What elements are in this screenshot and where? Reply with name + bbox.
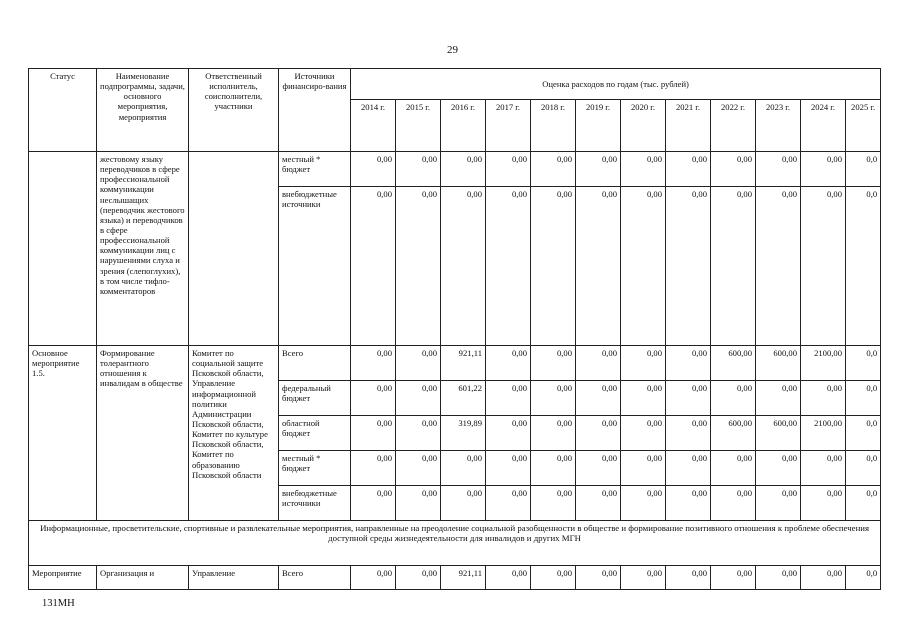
value-cell: 0,00 bbox=[621, 566, 666, 590]
value-cell: 0,00 bbox=[666, 416, 711, 451]
value-cell: 0,00 bbox=[576, 346, 621, 381]
executor-cell bbox=[189, 152, 279, 346]
value-cell: 0,00 bbox=[486, 451, 531, 486]
value-cell: 0,0 bbox=[846, 416, 881, 451]
value-cell: 0,00 bbox=[756, 486, 801, 521]
value-cell: 0,0 bbox=[846, 346, 881, 381]
year-header: 2018 г. bbox=[531, 100, 576, 152]
table-row bbox=[29, 152, 881, 187]
source-cell: Всего bbox=[279, 566, 351, 590]
value-cell: 0,00 bbox=[801, 451, 846, 486]
value-cell: 0,00 bbox=[576, 152, 621, 187]
value-cell: 0,00 bbox=[486, 152, 531, 187]
value-cell: 0,00 bbox=[531, 152, 576, 187]
section-title: Информационные, просветительские, спортивные и развлекательные мероприятия, направленные на преодоление социальной разобщенности в обществе и формирование позитивного отношения к проблеме обеспечения доступной среды жизнедеятельности для инвалидов и других МГН bbox=[29, 521, 881, 566]
value-cell: 0,00 bbox=[441, 152, 486, 187]
value-cell: 601,22 bbox=[441, 381, 486, 416]
value-cell: 0,00 bbox=[666, 566, 711, 590]
executor-cell: Управление bbox=[189, 566, 279, 590]
value-cell: 0,00 bbox=[621, 416, 666, 451]
value-cell: 0,00 bbox=[486, 381, 531, 416]
header-status: Статус bbox=[29, 69, 97, 152]
value-cell: 2100,00 bbox=[801, 346, 846, 381]
value-cell: 0,00 bbox=[441, 187, 486, 346]
table-header-row bbox=[29, 69, 881, 100]
value-cell: 600,00 bbox=[756, 346, 801, 381]
value-cell: 0,00 bbox=[396, 451, 441, 486]
year-header: 2022 г. bbox=[711, 100, 756, 152]
value-cell: 0,00 bbox=[711, 187, 756, 346]
value-cell: 0,00 bbox=[666, 381, 711, 416]
value-cell: 0,00 bbox=[531, 416, 576, 451]
value-cell: 0,00 bbox=[396, 566, 441, 590]
value-cell: 0,00 bbox=[531, 346, 576, 381]
value-cell: 0,00 bbox=[711, 566, 756, 590]
value-cell: 0,0 bbox=[846, 566, 881, 590]
value-cell: 0,00 bbox=[396, 381, 441, 416]
page-number: 29 bbox=[447, 44, 458, 56]
table-row bbox=[29, 346, 881, 381]
value-cell: 0,00 bbox=[396, 486, 441, 521]
source-cell: федеральный бюджет bbox=[279, 381, 351, 416]
value-cell: 600,00 bbox=[711, 346, 756, 381]
value-cell: 0,00 bbox=[351, 381, 396, 416]
value-cell: 0,00 bbox=[666, 451, 711, 486]
year-header: 2017 г. bbox=[486, 100, 531, 152]
value-cell: 0,0 bbox=[846, 486, 881, 521]
status-cell: Мероприятие bbox=[29, 566, 97, 590]
header-executor: Ответственный исполнитель, соисполнители, участники bbox=[189, 69, 279, 152]
value-cell: 0,00 bbox=[621, 187, 666, 346]
value-cell: 0,00 bbox=[396, 187, 441, 346]
status-cell: Основное мероприятие 1.5. bbox=[29, 346, 97, 521]
value-cell: 0,00 bbox=[351, 187, 396, 346]
value-cell: 0,00 bbox=[756, 451, 801, 486]
value-cell: 0,0 bbox=[846, 451, 881, 486]
value-cell: 0,00 bbox=[756, 381, 801, 416]
value-cell: 0,00 bbox=[621, 152, 666, 187]
value-cell: 0,00 bbox=[801, 486, 846, 521]
value-cell: 0,00 bbox=[666, 187, 711, 346]
value-cell: 319,89 bbox=[441, 416, 486, 451]
header-estimate: Оценка расходов по годам (тыс. рублей) bbox=[351, 69, 881, 100]
value-cell: 0,00 bbox=[711, 486, 756, 521]
value-cell: 0,00 bbox=[351, 416, 396, 451]
expenses-table bbox=[28, 68, 881, 590]
value-cell: 0,00 bbox=[396, 346, 441, 381]
year-header: 2021 г. bbox=[666, 100, 711, 152]
source-cell: местный * бюджет bbox=[279, 451, 351, 486]
value-cell: 0,00 bbox=[576, 566, 621, 590]
year-header: 2020 г. bbox=[621, 100, 666, 152]
value-cell: 0,00 bbox=[531, 486, 576, 521]
value-cell: 0,00 bbox=[621, 346, 666, 381]
value-cell: 0,00 bbox=[486, 566, 531, 590]
source-cell: Всего bbox=[279, 346, 351, 381]
value-cell: 0,00 bbox=[351, 152, 396, 187]
value-cell: 0,00 bbox=[531, 566, 576, 590]
year-header: 2014 г. bbox=[351, 100, 396, 152]
value-cell: 0,00 bbox=[351, 486, 396, 521]
name-cell: Организация и bbox=[97, 566, 189, 590]
value-cell: 0,00 bbox=[801, 381, 846, 416]
value-cell: 0,00 bbox=[396, 152, 441, 187]
value-cell: 0,00 bbox=[531, 187, 576, 346]
value-cell: 0,00 bbox=[441, 451, 486, 486]
year-header: 2023 г. bbox=[756, 100, 801, 152]
value-cell: 0,0 bbox=[846, 381, 881, 416]
value-cell: 0,00 bbox=[621, 381, 666, 416]
source-cell: внебюджетные источники bbox=[279, 486, 351, 521]
value-cell: 0,00 bbox=[576, 381, 621, 416]
value-cell: 0,00 bbox=[756, 152, 801, 187]
year-header: 2019 г. bbox=[576, 100, 621, 152]
value-cell: 0,00 bbox=[351, 346, 396, 381]
value-cell: 0,00 bbox=[576, 451, 621, 486]
value-cell: 0,00 bbox=[486, 416, 531, 451]
value-cell: 0,0 bbox=[846, 152, 881, 187]
value-cell: 0,00 bbox=[351, 451, 396, 486]
value-cell: 0,00 bbox=[756, 187, 801, 346]
year-header: 2024 г. bbox=[801, 100, 846, 152]
value-cell: 0,00 bbox=[441, 486, 486, 521]
name-cell: Формирование толерантного отношения к инвалидам в обществе bbox=[97, 346, 189, 521]
value-cell: 0,00 bbox=[756, 566, 801, 590]
value-cell: 0,00 bbox=[666, 346, 711, 381]
source-cell: областной бюджет bbox=[279, 416, 351, 451]
value-cell: 921,11 bbox=[441, 566, 486, 590]
value-cell: 0,00 bbox=[666, 486, 711, 521]
value-cell: 0,00 bbox=[486, 346, 531, 381]
value-cell: 0,00 bbox=[711, 381, 756, 416]
table-row bbox=[29, 566, 881, 590]
value-cell: 600,00 bbox=[756, 416, 801, 451]
year-header: 2025 г. bbox=[846, 100, 881, 152]
value-cell: 0,0 bbox=[846, 187, 881, 346]
value-cell: 0,00 bbox=[576, 187, 621, 346]
value-cell: 0,00 bbox=[486, 187, 531, 346]
value-cell: 600,00 bbox=[711, 416, 756, 451]
value-cell: 921,11 bbox=[441, 346, 486, 381]
value-cell: 0,00 bbox=[666, 152, 711, 187]
value-cell: 0,00 bbox=[576, 416, 621, 451]
value-cell: 0,00 bbox=[801, 187, 846, 346]
value-cell: 2100,00 bbox=[801, 416, 846, 451]
executor-cell: Комитет по социальной защите Псковской области, Управление информационной политики Администрации Псковской области, Комитет по культуре Псковской области, Комитет по образованию Псковской области bbox=[189, 346, 279, 521]
value-cell: 0,00 bbox=[486, 486, 531, 521]
year-header: 2015 г. bbox=[396, 100, 441, 152]
source-cell: внебюджетные источники bbox=[279, 187, 351, 346]
value-cell: 0,00 bbox=[621, 451, 666, 486]
value-cell: 0,00 bbox=[531, 381, 576, 416]
value-cell: 0,00 bbox=[531, 451, 576, 486]
value-cell: 0,00 bbox=[396, 416, 441, 451]
value-cell: 0,00 bbox=[576, 486, 621, 521]
value-cell: 0,00 bbox=[801, 152, 846, 187]
value-cell: 0,00 bbox=[801, 566, 846, 590]
header-sources: Источники финансиро-вания bbox=[279, 69, 351, 152]
value-cell: 0,00 bbox=[621, 486, 666, 521]
name-cell: жестовому языку переводчиков в сфере профессиональной коммуникации неслышащих (переводчик жестового языка) и переводчиков в сфере профессиональной коммуникации лиц с нарушениями слуха и зрения (слепоглухих), в том числе тифло-комментаторов bbox=[97, 152, 189, 346]
source-cell: местный * бюджет bbox=[279, 152, 351, 187]
section-title-row bbox=[29, 521, 881, 566]
year-header: 2016 г. bbox=[441, 100, 486, 152]
header-name: Наименование подпрограммы, задачи, основного мероприятия, мероприятия bbox=[97, 69, 189, 152]
value-cell: 0,00 bbox=[351, 566, 396, 590]
status-cell bbox=[29, 152, 97, 346]
footer-code: 131МН bbox=[42, 598, 75, 609]
value-cell: 0,00 bbox=[711, 152, 756, 187]
value-cell: 0,00 bbox=[711, 451, 756, 486]
